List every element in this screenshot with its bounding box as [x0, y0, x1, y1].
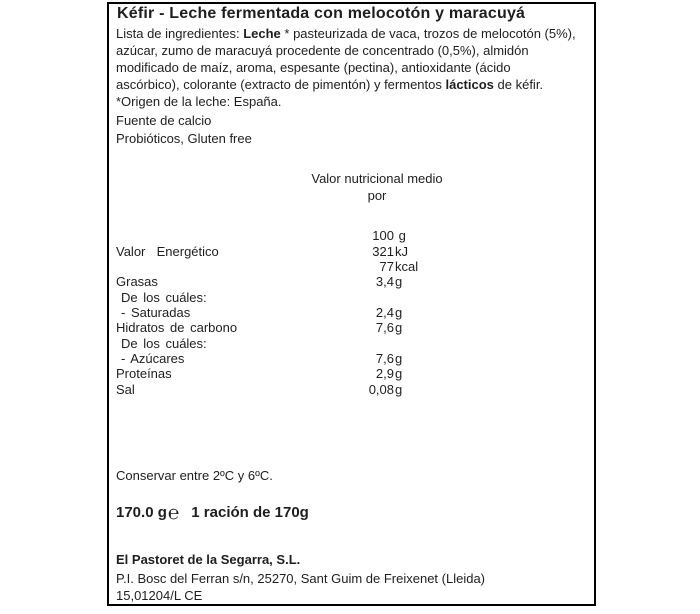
- nutrition-row-fat: [116, 274, 576, 290]
- ingredients-text: * pasteurizada de vaca, trozos de melocotón (5%),: [280, 26, 576, 41]
- nutrition-row-sugars: [116, 351, 576, 367]
- nutrition-header-line1: Valor nutricional medio: [311, 171, 443, 186]
- ingredients-text: de kéfir.: [493, 77, 544, 92]
- nutrition-header: [247, 170, 507, 204]
- nutrition-label: De los cuáles:: [121, 336, 207, 351]
- manufacturer-name: El Pastoret de la Segarra, S.L.: [116, 552, 301, 567]
- ingredient-line: azúcar, zumo de maracuyá procedente de concentrado (0,5%), almidón: [116, 43, 529, 58]
- claim-probiotics: Probióticos, Gluten free: [116, 131, 252, 146]
- nutrition-label: Hidratos de carbono: [116, 320, 238, 335]
- ingredients-intro: Lista de ingredientes:: [116, 26, 244, 41]
- nutrition-unit: g: [395, 366, 403, 381]
- nutrition-unit: g: [395, 351, 403, 366]
- nutrition-unit: g: [395, 274, 403, 289]
- nutrition-row-energy-kcal: [116, 259, 576, 275]
- ingredients-paragraph: [116, 25, 594, 110]
- nutrition-value: 100: [372, 228, 394, 243]
- nutrition-label: Valor Energético: [116, 244, 219, 259]
- nutrition-unit: kJ: [395, 244, 408, 259]
- ingredient-line: modificado de maíz, aroma, espesante (pectina), antioxidante (ácido: [116, 60, 511, 75]
- serving-size: 1 ración de 170g: [191, 504, 309, 521]
- nutrition-label: Grasas: [116, 274, 158, 289]
- estimated-sign: ℮: [167, 503, 180, 524]
- milk-origin-note: *Origen de la leche: España.: [116, 94, 282, 109]
- nutrition-unit: g: [395, 228, 406, 243]
- manufacturer-address: P.I. Bosc del Ferran s/n, 25270, Sant Guim de Freixenet (Lleida): [116, 571, 486, 586]
- ingredient-line: [116, 76, 594, 93]
- manufacturer-registry: 15,01204/L CE: [116, 588, 203, 603]
- nutrition-row-carbohydrates: [116, 320, 576, 336]
- net-weight-line: [116, 503, 309, 525]
- nutrition-label: Sal: [116, 382, 135, 397]
- ingredient-line: [116, 25, 594, 42]
- claim-calcium: Fuente de calcio: [116, 113, 212, 128]
- nutrition-row-salt: [116, 382, 576, 398]
- nutrition-value: 2,9: [375, 366, 394, 381]
- nutrition-value: 77: [379, 259, 394, 274]
- nutrition-header-line2: por: [367, 188, 387, 203]
- nutrition-unit: g: [395, 320, 403, 335]
- nutrition-row-of-which-carbs: [116, 336, 576, 352]
- nutrition-row-of-which-fat: [116, 290, 576, 306]
- nutrition-value: 321: [372, 244, 394, 259]
- nutrition-row-saturates: [116, 305, 576, 321]
- nutrition-unit: g: [395, 305, 403, 320]
- nutrition-row-energy-kj: [116, 244, 576, 260]
- nutrition-value: 7,6: [375, 351, 394, 366]
- storage-note: Conservar entre 2ºC y 6ºC.: [116, 468, 273, 483]
- nutrition-row-per-100g: [116, 228, 576, 244]
- nutrition-unit: g: [395, 382, 403, 397]
- nutrition-label: - Saturadas: [121, 305, 191, 320]
- nutrition-label: De los cuáles:: [121, 290, 207, 305]
- ingredient-milk: Leche: [243, 26, 281, 41]
- ingredient-lactic-ferments: lácticos: [445, 77, 494, 92]
- net-weight: 170.0 g: [116, 504, 167, 521]
- nutrition-value: 3,4: [375, 274, 394, 289]
- nutrition-unit: kcal: [395, 259, 419, 274]
- nutrition-value: 0,08: [368, 382, 394, 397]
- nutrition-row-protein: [116, 366, 576, 382]
- nutrition-value: 2,4: [375, 305, 394, 320]
- ingredients-text: ascórbico), colorante (extracto de pimentón) y fermentos: [116, 77, 446, 92]
- nutrition-label: Proteínas: [116, 366, 172, 381]
- product-label: [107, 2, 596, 606]
- product-title: Kéfir - Leche fermentada con melocotón y maracuyá: [117, 5, 526, 22]
- nutrition-label: - Azúcares: [121, 351, 185, 366]
- nutrition-value: 7,6: [375, 320, 394, 335]
